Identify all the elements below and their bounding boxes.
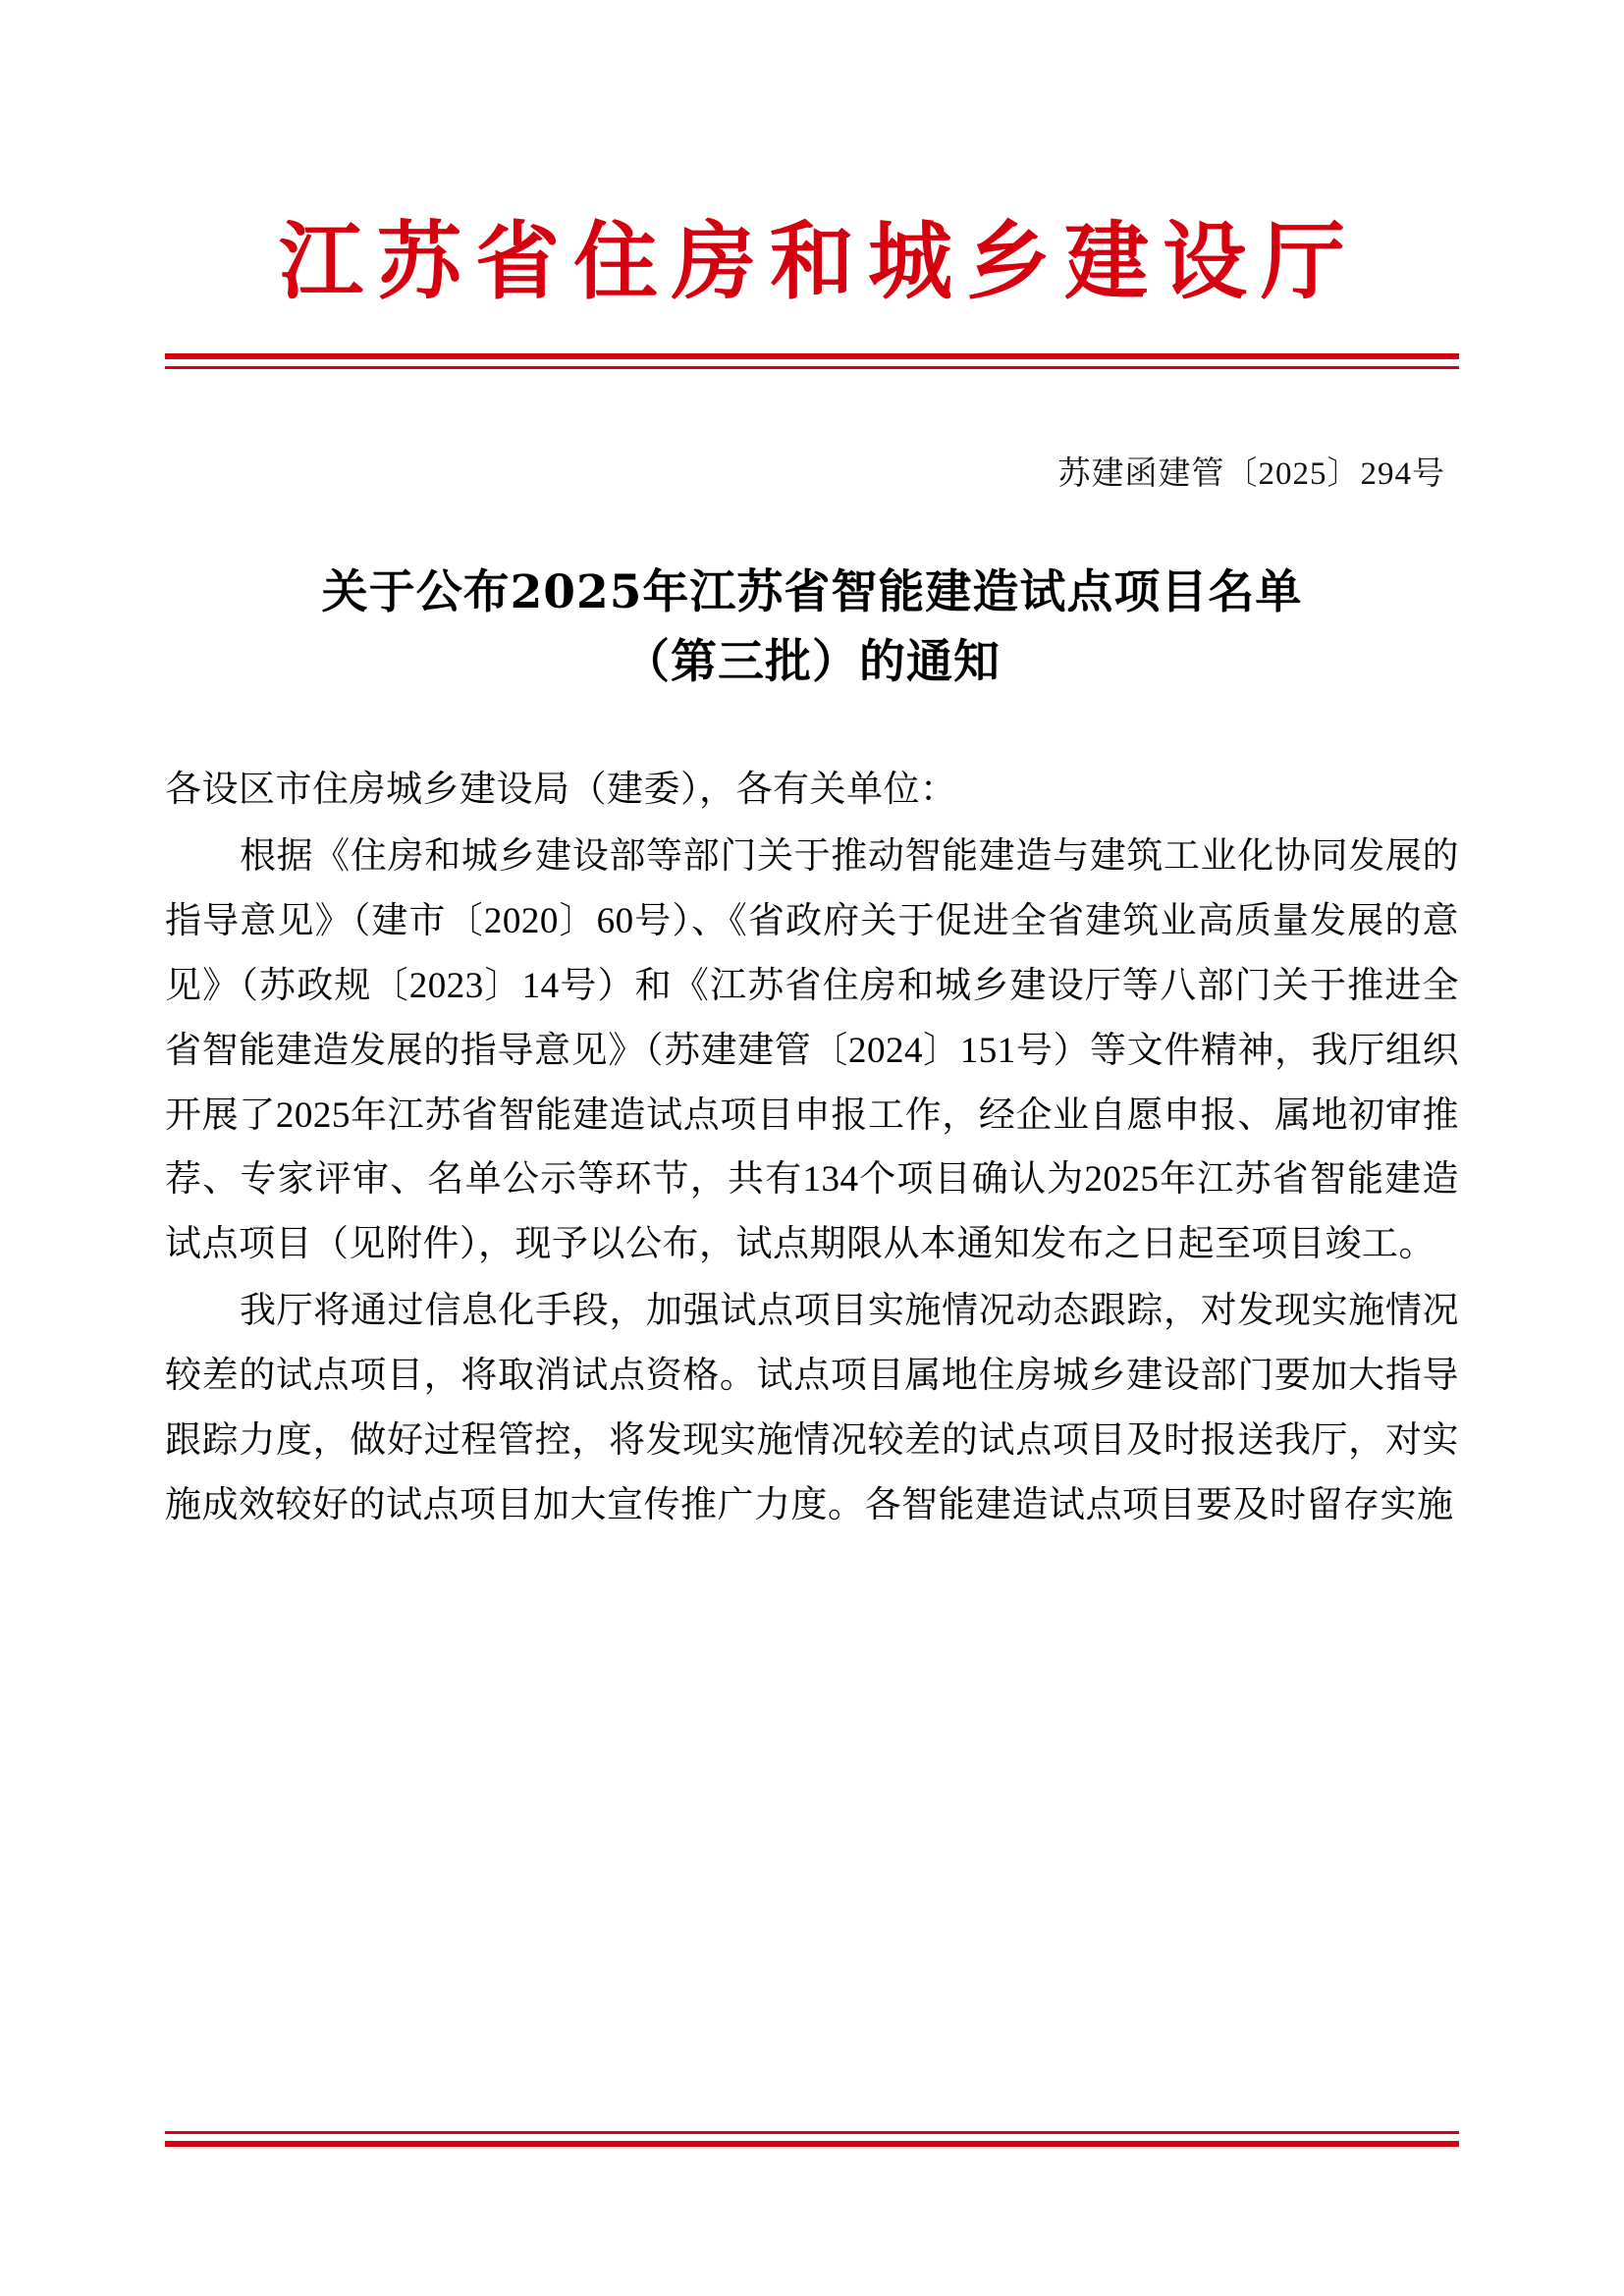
page-title-line-1: 关于公布2025年江苏省智能建造试点项目名单 <box>321 565 1303 620</box>
footer-rule-thin <box>165 2131 1459 2134</box>
footer-rules <box>165 2131 1459 2147</box>
salutation: 各设区市住房城乡建设局（建委），各有关单位： <box>165 770 957 811</box>
footer-rule-thick <box>165 2141 1459 2147</box>
letterhead-rule-thin <box>165 366 1459 369</box>
page-title <box>165 559 1459 697</box>
letterhead <box>165 0 1459 369</box>
body-paragraph-1: 根据《住房和城乡建设部等部门关于推动智能建造与建筑工业化协同发展的指导意见》（建市〔2020〕60号）、《省政府关于促进全省建筑业高质量发展的意见》（苏政规〔2023〕14号）和《江苏省住房和城乡建设厅等八部门关于推进全省智能建造发展的指导意见》（苏建建管〔2024〕151号）等文件精神，我厅组织开展了2025年江苏省智能建造试点项目申报工作，经企业自愿申报、属地初审推荐、专家评审、名单公示等环节，共有134个项目确认为2025年江苏省智能建造试点项目（见附件），现予以公布，试点期限从本通知发布之日起至项目竣工。 <box>165 836 1459 1265</box>
page-title-line-2: （第三批）的通知 <box>623 634 1001 689</box>
document-body <box>165 758 1459 1537</box>
letterhead-rule-thick <box>165 353 1459 359</box>
body-paragraph-2: 我厅将通过信息化手段，加强试点项目实施情况动态跟踪，对发现实施情况较差的试点项目，将取消试点资格。试点项目属地住房城乡建设部门要加大指导跟踪力度，做好过程管控，将发现实施情况较差的试点项目及时报送我厅，对实施成效较好的试点项目加大宣传推广力度。各智能建造试点项目要及时留存实施 <box>165 1291 1459 1525</box>
page-content <box>165 0 1459 2296</box>
document-number: 苏建函建管〔2025〕294号 <box>1057 456 1445 493</box>
issuing-organization: 江苏省住房和城乡建设厅 <box>279 212 1359 311</box>
